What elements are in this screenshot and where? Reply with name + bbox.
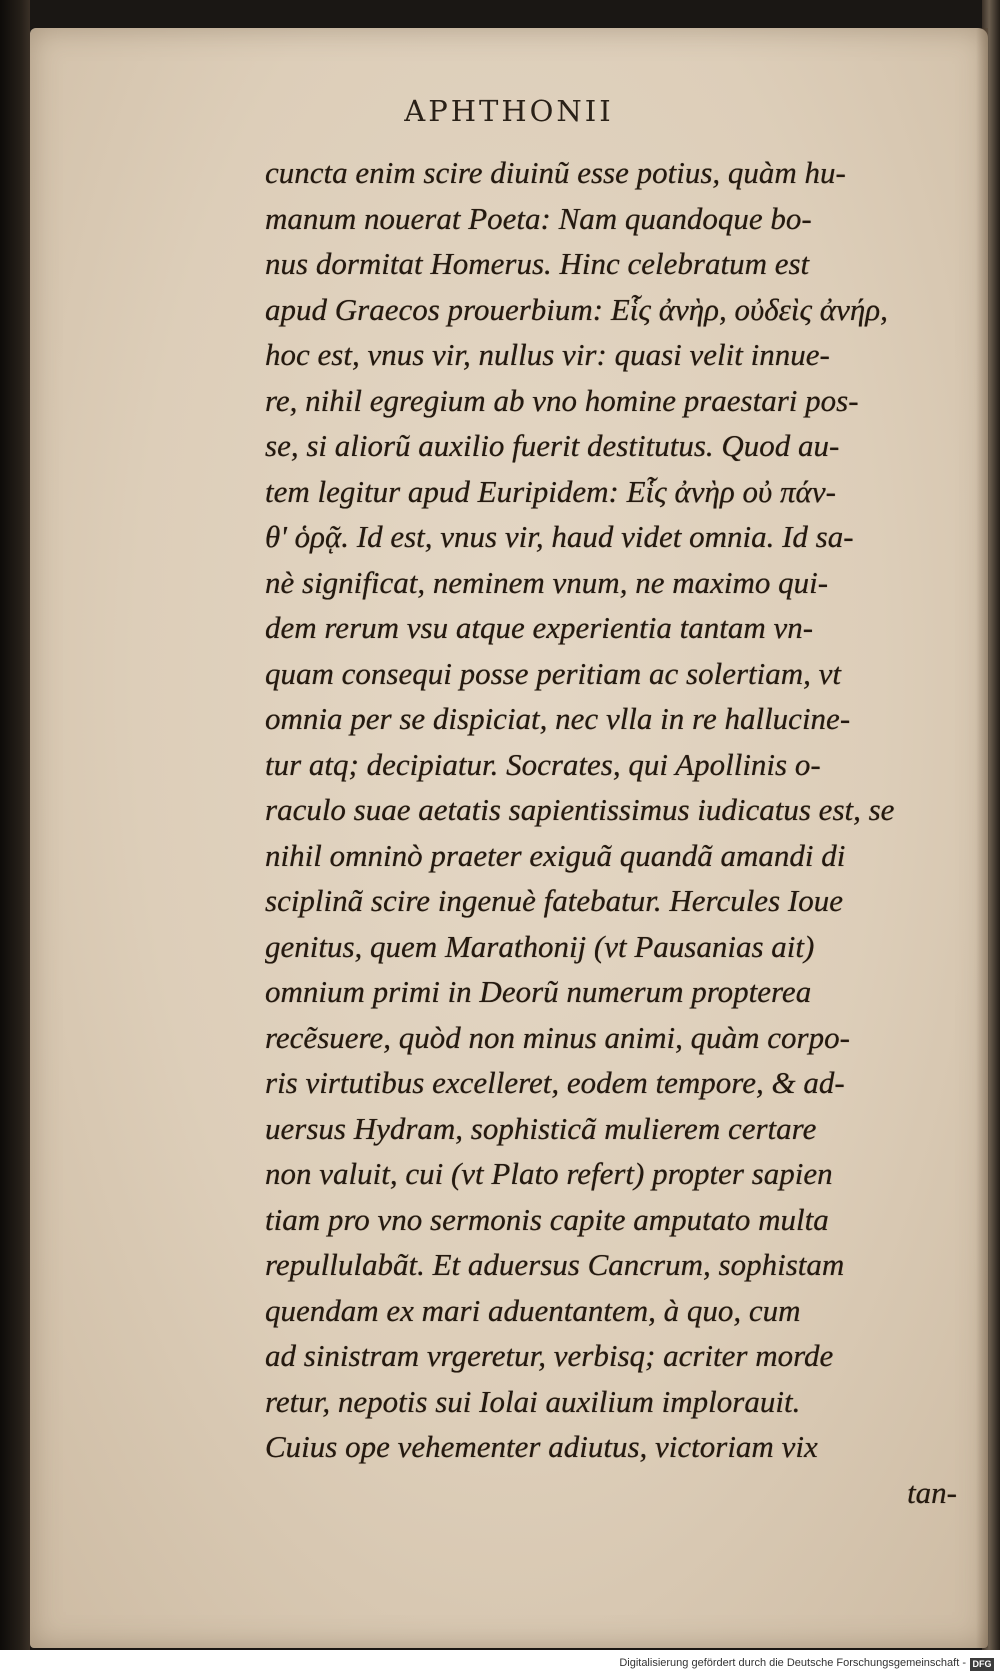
text-line: nus dormitat Homerus. Hinc celebratum est	[265, 246, 810, 281]
text-line: retur, nepotis sui Iolai auxilium implorauit.	[265, 1383, 801, 1419]
text-line: recẽsuere, quòd non minus animi, quàm corpo-	[265, 1019, 850, 1055]
text-line: raculo suae aetatis sapientissimus iudicatus est, se	[265, 792, 895, 827]
text-line: quendam ex mari aduentantem, à quo, cum	[265, 1292, 801, 1328]
text-line: nihil omninò praeter exiguã quandã amandi di	[265, 837, 846, 873]
text-line: re, nihil egregium ab vno homine praestari pos-	[265, 382, 859, 418]
text-line: hoc est, vnus vir, nullus vir: quasi velit innue-	[265, 337, 830, 372]
text-line: ad sinistram vrgeretur, verbisq; acriter morde	[265, 1338, 834, 1373]
funding-credit: Digitalisierung gefördert durch die Deutsche Forschungsgemeinschaft -	[619, 1657, 966, 1669]
text-line: uersus Hydram, sophisticã mulierem certare	[265, 1110, 817, 1146]
text-line: genitus, quem Marathonij (vt Pausanias ait)	[265, 928, 815, 964]
text-line: θ' ὁρᾷ. Id est, vnus vir, haud videt omnia. Id sa-	[265, 519, 854, 554]
text-line: dem rerum vsu atque experientia tantam vn-	[265, 610, 814, 645]
book-page	[30, 28, 988, 1648]
text-line: cuncta enim scire diuinũ esse potius, quàm hu-	[265, 155, 846, 190]
footer-bar	[0, 1650, 1000, 1679]
text-line: tiam pro vno sermonis capite amputato multa	[265, 1201, 829, 1237]
text-line: quam consequi posse peritiam ac solertiam, vt	[265, 655, 842, 691]
text-line: repullulabãt. Et aduersus Cancrum, sophistam	[265, 1247, 845, 1282]
text-line: apud Graecos prouerbium: Εἷς ἀνὴρ, οὐδεὶς ἀνήρ,	[265, 291, 888, 327]
running-head: APHTHONII	[404, 94, 614, 128]
text-line: tem legitur apud Euripidem: Εἷς ἀνὴρ οὐ πάν-	[265, 473, 836, 509]
text-line: se, si aliorũ auxilio fuerit destitutus. Quod au-	[265, 428, 840, 463]
catchword: tan-	[907, 1474, 957, 1510]
text-line: tur atq; decipiatur. Socrates, qui Apollinis o-	[265, 746, 821, 782]
text-line: manum nouerat Poeta: Nam quandoque bo-	[265, 200, 812, 236]
text-line: non valuit, cui (vt Plato refert) propter sapien	[265, 1156, 833, 1191]
text-line: omnia per se dispiciat, nec vlla in re hallucine-	[265, 701, 851, 736]
book-binding-edge	[0, 0, 30, 1650]
dfg-logo-icon: DFG	[970, 1658, 994, 1671]
text-line: ris virtutibus excelleret, eodem tempore, & ad-	[265, 1065, 845, 1100]
text-block	[265, 150, 985, 1515]
text-line: Cuius ope vehementer adiutus, victoriam vix	[265, 1429, 818, 1464]
text-line: nè significat, neminem vnum, ne maximo qui-	[265, 564, 829, 600]
text-line: omnium primi in Deorũ numerum propterea	[265, 974, 812, 1009]
text-line: sciplinã scire ingenuè fatebatur. Hercules Ioue	[265, 883, 843, 918]
